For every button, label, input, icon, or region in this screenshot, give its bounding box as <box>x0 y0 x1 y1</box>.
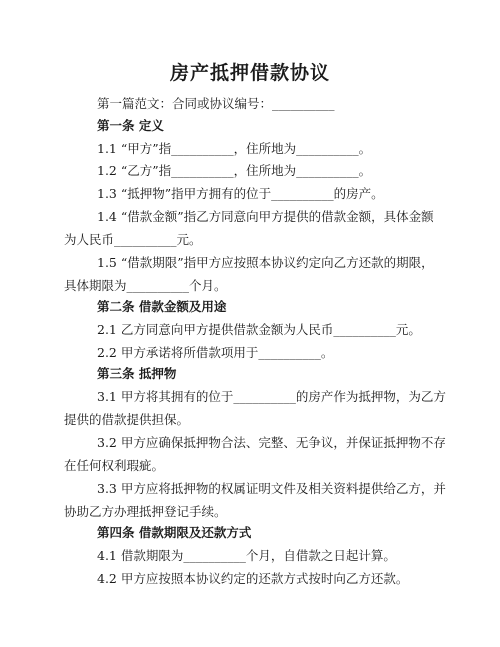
section-2-heading: 第二条 借款金额及用途 <box>97 299 227 314</box>
section-1-heading: 第一条 定义 <box>97 118 164 133</box>
clause-3-2-line1: 3.2 甲方应确保抵押物合法、完整、无争议，并保证抵押物不存 <box>97 435 446 450</box>
section-4-heading: 第四条 借款期限及还款方式 <box>97 525 252 540</box>
clause-1-2: 1.2 “乙方”指__________，住所地为__________。 <box>97 163 372 178</box>
clause-1-1: 1.1 “甲方”指__________，住所地为__________。 <box>97 141 372 156</box>
clause-1-3: 1.3 “抵押物”指甲方拥有的位于__________的房产。 <box>97 186 384 201</box>
clause-1-5-line2: 具体期限为__________个月。 <box>64 278 227 293</box>
clause-3-3-line2: 协助乙方办理抵押登记手续。 <box>64 504 227 519</box>
clause-3-1-line2: 提供的借款提供担保。 <box>64 412 190 427</box>
clause-1-4-line1: 1.4 “借款金额”指乙方同意向甲方提供的借款金额，具体金额 <box>97 209 434 224</box>
clause-4-2: 4.2 甲方应按照本协议约定的还款方式按时向乙方还款。 <box>97 571 409 586</box>
clause-2-2: 2.2 甲方承诺将所借款项用于__________。 <box>97 345 334 360</box>
clause-1-5-line1: 1.5 “借款期限”指甲方应按照本协议约定向乙方还款的期限， <box>97 255 434 270</box>
clause-4-1: 4.1 借款期限为__________个月，自借款之日起计算。 <box>97 548 396 563</box>
clause-3-2-line2: 在任何权利瑕疵。 <box>64 458 165 473</box>
clause-1-4-line2: 为人民币__________元。 <box>64 232 202 247</box>
section-3-heading: 第三条 抵押物 <box>97 366 177 381</box>
document-title: 房产抵押借款协议 <box>169 62 330 84</box>
contract-number-line: 第一篇范文：合同或协议编号：__________ <box>97 96 335 111</box>
clause-3-1-line1: 3.1 甲方将其拥有的位于__________的房产作为抵押物，为乙方 <box>97 389 446 404</box>
clause-2-1: 2.1 乙方同意向甲方提供借款金额为人民币__________元。 <box>97 322 421 337</box>
clause-3-3-line1: 3.3 甲方应将抵押物的权属证明文件及相关资料提供给乙方，并 <box>97 481 446 496</box>
